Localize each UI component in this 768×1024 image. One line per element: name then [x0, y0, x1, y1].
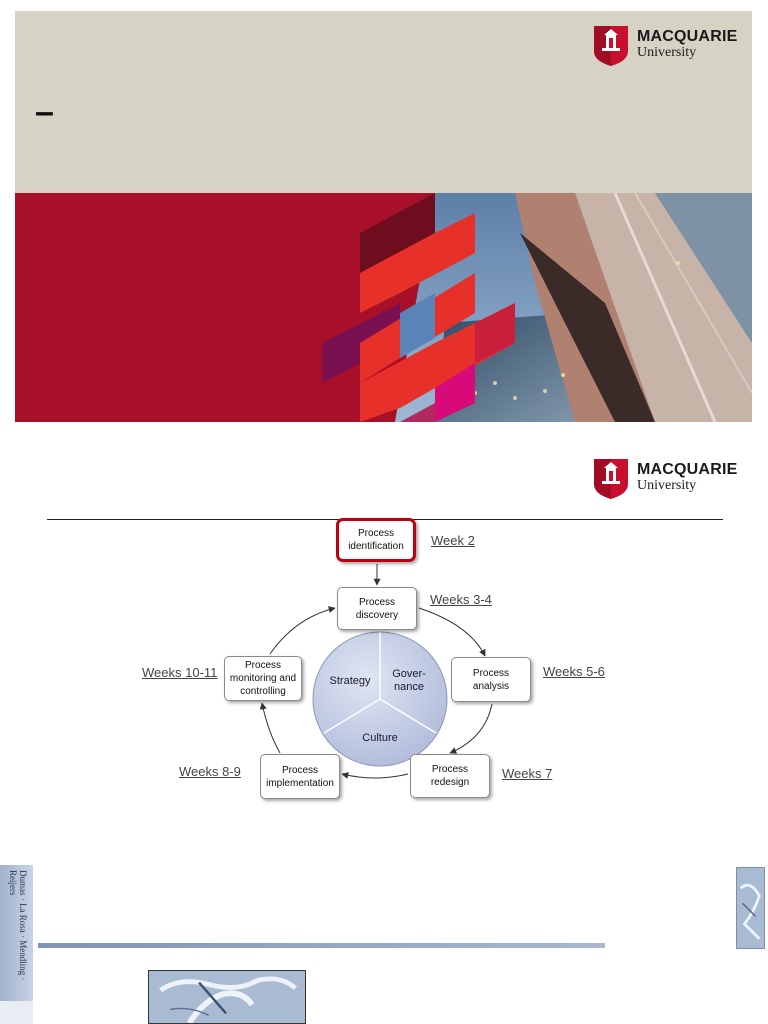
logo-wordmark: MACQUARIE [637, 28, 738, 45]
process-analysis-box: Process analysis [451, 657, 531, 702]
center-strategy-label: Strategy [329, 675, 371, 687]
center-governance-label-1: Gover- [392, 668, 426, 680]
logo-wordmark: MACQUARIE [637, 461, 738, 478]
process-implementation-box: Process implementation [260, 754, 340, 799]
book-side-tab-text: Dumas · La Rosa · Mendling · Reijers [8, 870, 28, 981]
university-crest-icon [593, 458, 629, 500]
logo-subtitle: University [637, 45, 697, 60]
process-discovery-box: Process discovery [337, 587, 417, 630]
process-redesign-box: Process redesign [410, 754, 490, 798]
logo-subtitle: University [637, 478, 697, 493]
arrow-monitoring-to-discovery [270, 608, 335, 654]
week-label-monitoring: Weeks 10-11 [142, 665, 218, 680]
book-side-tab-footer [0, 1001, 33, 1024]
week-label-identification: Week 2 [431, 533, 475, 548]
week-label-implementation: Weeks 8-9 [179, 764, 241, 779]
macquarie-logo [593, 458, 738, 502]
slide-header-rule [38, 943, 605, 948]
title-slide-banner [15, 193, 752, 422]
macquarie-logo [593, 25, 738, 69]
week-label-redesign: Weeks 7 [502, 766, 553, 781]
arrow-discovery-to-analysis [419, 608, 485, 656]
process-monitoring-box: Process monitoring and controlling [224, 656, 302, 701]
arrow-implementation-to-monitoring [262, 703, 280, 753]
university-crest-icon [593, 25, 629, 67]
slide-title: – [35, 93, 54, 131]
bpm-lifecycle-diagram [130, 510, 630, 810]
sketch-thumbnail-hand [148, 970, 306, 1024]
arrow-analysis-to-redesign [450, 704, 492, 753]
sketch-thumbnail-right [736, 867, 765, 949]
process-identification-box: Process identification [336, 518, 416, 562]
center-governance-label-2: nance [394, 681, 424, 693]
week-label-discovery: Weeks 3-4 [430, 592, 492, 607]
week-label-analysis: Weeks 5-6 [543, 664, 605, 679]
center-culture-label: Culture [362, 732, 398, 744]
arrow-redesign-to-implementation [342, 774, 408, 778]
title-slide [15, 11, 752, 422]
